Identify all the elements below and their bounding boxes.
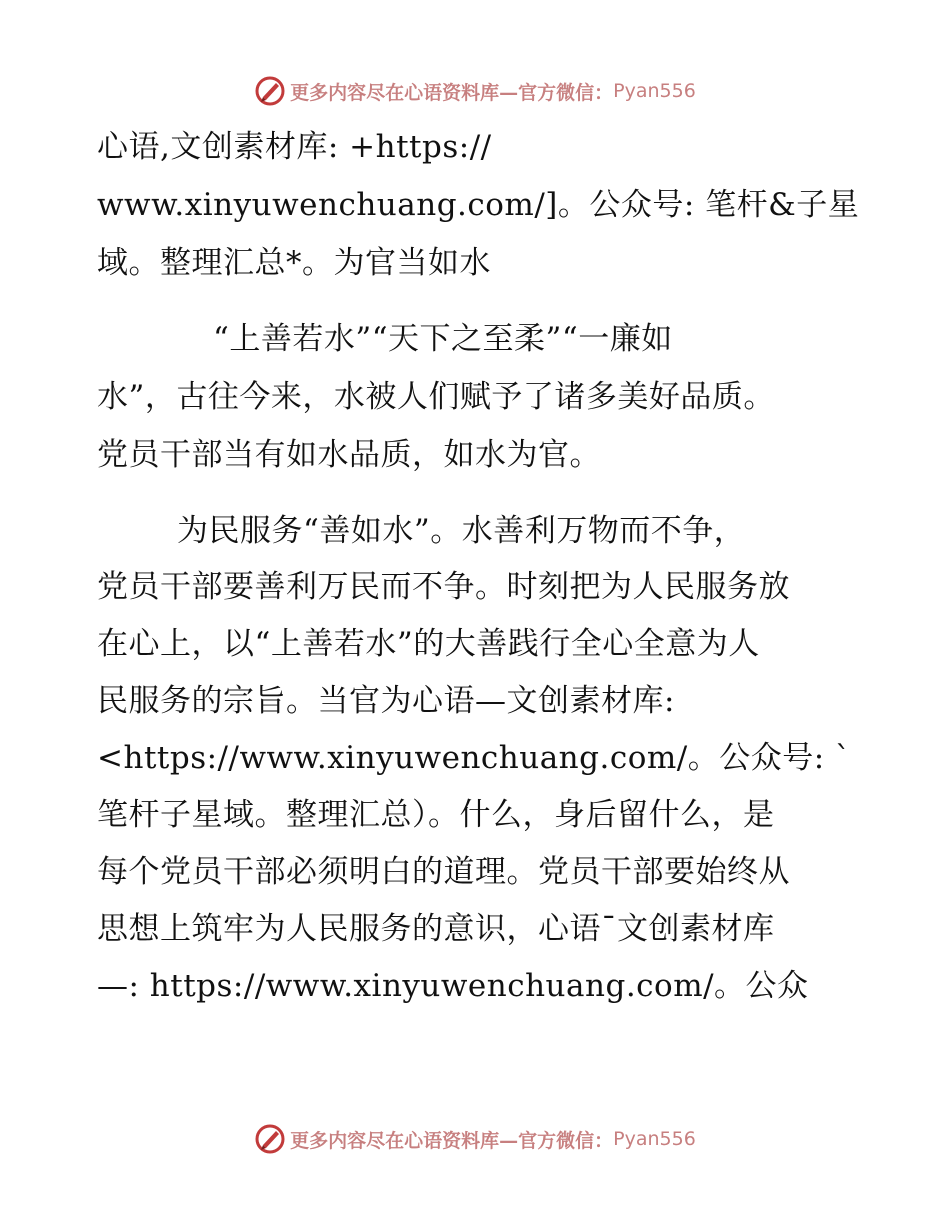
paragraph-line: 在心上，以“上善若水”的大善践行全心全意为人 bbox=[97, 626, 760, 662]
paragraph-line: 为民服务“善如水”。水善利万物而不争， bbox=[177, 513, 746, 549]
paragraph-line: <https://www.xinyuwenchuang.com/。公众号: ` bbox=[97, 740, 852, 776]
paragraph-line: 心语,文创素材库: +https:// bbox=[97, 129, 492, 165]
brand-logo-icon bbox=[254, 1123, 286, 1155]
header-watermark bbox=[0, 71, 950, 111]
watermark-wechat-id: Pyan556 bbox=[613, 1128, 696, 1150]
paragraph-line: —: https://www.xinyuwenchuang.com/。公众 bbox=[97, 968, 809, 1004]
paragraph-line: www.xinyuwenchuang.com/]。公众号: 笔杆&子星 bbox=[97, 187, 860, 223]
paragraph-line: 每个党员干部必须明白的道理。党员干部要始终从 bbox=[97, 854, 790, 890]
paragraph-line: 水”，古往今来，水被人们赋予了诸多美好品质。 bbox=[97, 379, 775, 415]
watermark-text: 更多内容尽在心语资料库—官方微信： bbox=[290, 81, 614, 104]
watermark-text: 更多内容尽在心语资料库—官方微信： bbox=[290, 1129, 614, 1152]
paragraph-line: 民服务的宗旨。当官为心语—文创素材库: bbox=[97, 683, 675, 719]
paragraph-line: 笔杆子星域。整理汇总）。什么，身后留什么，是 bbox=[97, 797, 775, 833]
paragraph-line: 域。整理汇总*。为官当如水 bbox=[97, 245, 491, 281]
paragraph-line: 思想上筑牢为人民服务的意识，心语¯文创素材库 bbox=[97, 911, 775, 947]
brand-logo-icon bbox=[254, 75, 286, 107]
paragraph-line: “上善若水”“天下之至柔”“一廉如 bbox=[213, 321, 673, 357]
footer-watermark bbox=[0, 1119, 950, 1159]
paragraph-line: 党员干部要善利万民而不争。时刻把为人民服务放 bbox=[97, 569, 790, 605]
paragraph-line: 党员干部当有如水品质，如水为官。 bbox=[97, 437, 601, 473]
watermark-wechat-id: Pyan556 bbox=[613, 80, 696, 102]
